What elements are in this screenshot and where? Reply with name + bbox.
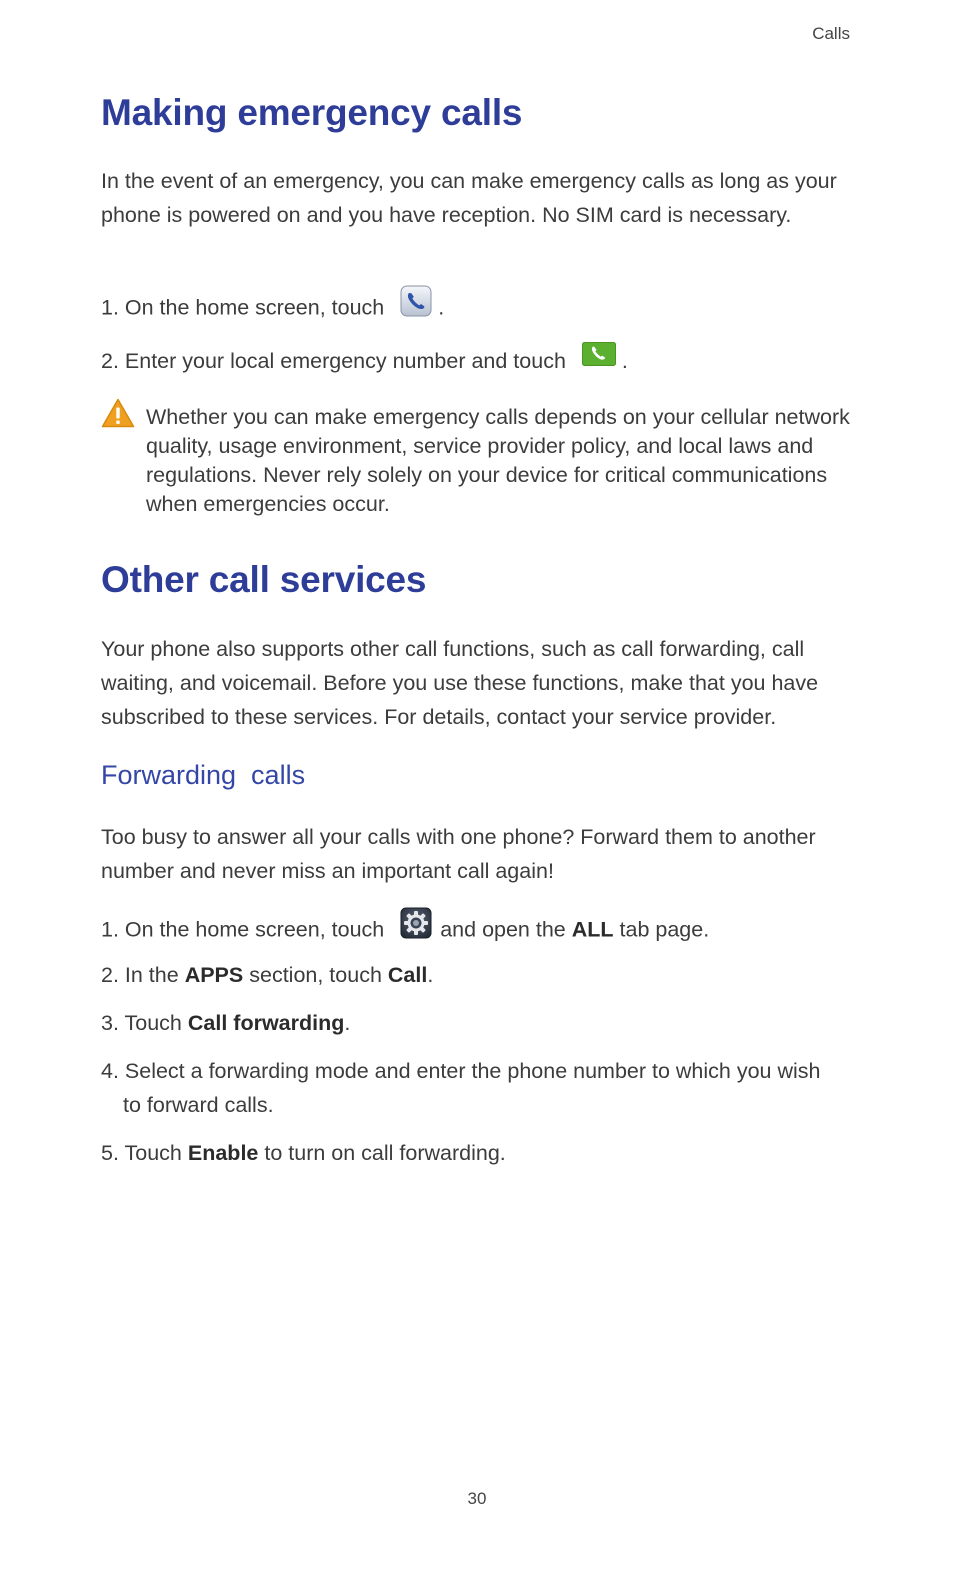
settings-gear-icon — [400, 907, 432, 949]
forwarding-calls-heading: Forwarding calls — [101, 760, 306, 790]
forwarding-step-3-suffix: . — [344, 1011, 351, 1035]
forwarding-step-1-prefix: 1. On the home screen, touch — [101, 917, 385, 942]
phone-app-icon — [400, 285, 432, 327]
forwarding-step-2-apps: APPS — [184, 963, 244, 987]
forwarding-step-3-call-forwarding: Call forwarding — [187, 1011, 345, 1035]
other-call-services-heading: Other call services — [101, 559, 427, 600]
forwarding-step-4-line-1: 4. Select a forwarding mode and enter the phone number to which you wish — [101, 1059, 821, 1083]
emergency-calls-heading: Making emergency calls — [101, 92, 523, 133]
forwarding-step-2-call: Call — [387, 963, 428, 987]
emergency-step-1-prefix: 1. On the home screen, touch — [101, 295, 385, 320]
forwarding-step-5-suffix: to turn on call forwarding. — [264, 1141, 506, 1165]
forwarding-step-5-prefix: 5. Touch — [101, 1141, 182, 1165]
page-header-section: Calls — [812, 24, 850, 43]
forwarding-step-4-line-2: to forward calls. — [123, 1093, 274, 1117]
forwarding-step-1-suffix: tab page. — [619, 917, 710, 942]
forwarding-step-5 — [101, 1136, 861, 1170]
forwarding-step-2-suffix: . — [427, 963, 434, 987]
emergency-step-2-suffix: . — [621, 349, 628, 373]
forwarding-step-4 — [101, 1054, 861, 1122]
forwarding-step-3 — [101, 1006, 861, 1040]
emergency-step-2 — [101, 344, 861, 379]
emergency-step-1-suffix: . — [438, 295, 445, 320]
forwarding-step-1 — [101, 910, 861, 952]
forwarding-step-2-prefix: 2. In the — [101, 963, 179, 987]
forwarding-step-2-middle: section, touch — [249, 963, 382, 987]
emergency-intro-paragraph: In the event of an emergency, you can make emergency calls as long as your phone is powered on and you have reception. No SIM card is necessary. — [101, 169, 837, 227]
warning-icon — [101, 398, 135, 433]
emergency-warning-note: Whether you can make emergency calls depends on your cellular network quality, usage environment, service provider policy, and local laws and regulations. Never rely solely on your device for critical communications when emergencies occur. — [146, 405, 850, 516]
forwarding-step-1-all-tab: ALL — [571, 917, 614, 942]
forwarding-step-1-middle: and open the — [440, 917, 566, 942]
forwarding-intro-paragraph: Too busy to answer all your calls with one phone? Forward them to another number and never miss an important call again! — [101, 825, 816, 883]
emergency-step-1 — [101, 288, 861, 330]
forwarding-step-5-enable: Enable — [187, 1141, 259, 1165]
emergency-step-2-prefix: 2. Enter your local emergency number and touch — [101, 349, 566, 373]
page-number: 30 — [467, 1489, 487, 1508]
forwarding-step-2 — [101, 958, 861, 992]
call-button-icon — [582, 342, 616, 376]
forwarding-step-3-prefix: 3. Touch — [101, 1011, 182, 1035]
other-services-intro-paragraph: Your phone also supports other call functions, such as call forwarding, call waiting, and voicemail. Before you use these functions, make that you have subscribed to these services. For details, contact your service provider. — [101, 637, 819, 729]
